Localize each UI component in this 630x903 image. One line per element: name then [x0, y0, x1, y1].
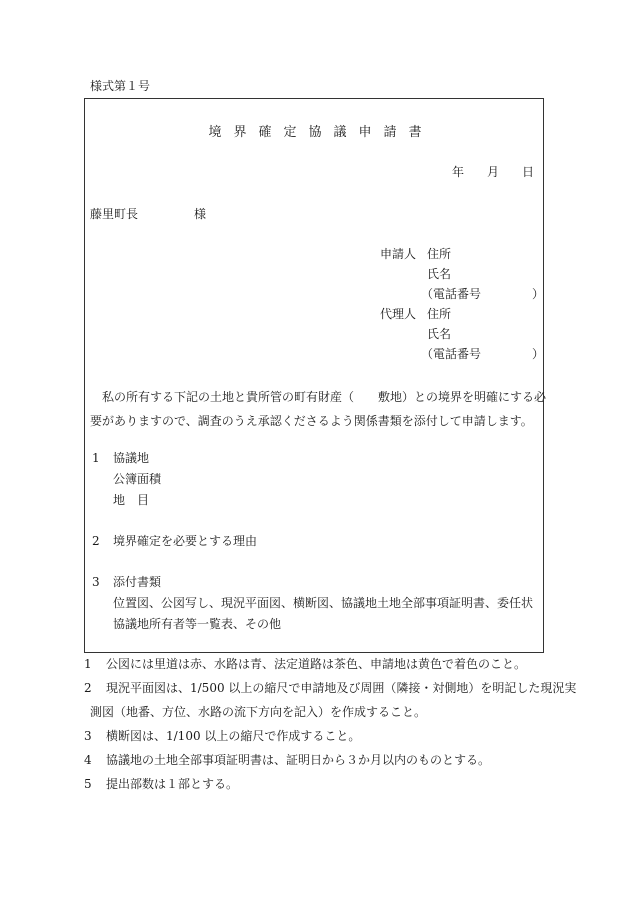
applicant-phone-close: ）	[532, 287, 545, 301]
addressee-honorific: 様	[194, 207, 207, 221]
note-text: 協議地の土地全部事項証明書は、証明日から３か月以内のものとする。	[106, 753, 491, 767]
item1-number: 1	[92, 451, 100, 465]
form-title: 境界確定協議申請書	[208, 125, 434, 140]
note-number: 4	[84, 753, 92, 767]
date-month-label: 月	[487, 165, 500, 179]
note-number: 5	[84, 777, 92, 791]
note-text: 提出部数は１部とする。	[106, 777, 239, 791]
note-text: 横断図は、1/100 以上の縮尺で作成すること。	[106, 729, 361, 743]
item1-label: 協議地	[113, 451, 150, 465]
applicant-address-label: 住所	[427, 247, 452, 261]
item3-label: 添付書類	[113, 575, 162, 589]
note-item	[84, 724, 554, 748]
item3-attachments-line1: 位置図、公図写し、現況平面図、横断図、協議地土地全部事項証明書、委任状	[113, 596, 534, 610]
addressee: 藤里町長	[90, 207, 139, 221]
note-item	[84, 748, 554, 772]
note-text: 公図には里道は赤、水路は青、法定道路は茶色、申請地は黄色で着色のこと。	[106, 657, 527, 671]
form-number: 様式第１号	[90, 79, 151, 93]
item2-number: 2	[92, 534, 100, 548]
applicant-role: 申請人	[380, 247, 417, 261]
agent-address-label: 住所	[427, 307, 452, 321]
item2-label: 境界確定を必要とする理由	[113, 534, 258, 548]
applicant-name-label: 氏名	[427, 267, 452, 281]
notes-list	[84, 652, 577, 796]
agent-role: 代理人	[380, 307, 417, 321]
note-number: 1	[84, 657, 92, 671]
item3-number: 3	[92, 575, 100, 589]
note-item	[84, 772, 554, 796]
agent-name-label: 氏名	[427, 327, 452, 341]
date-day-label: 日	[522, 165, 535, 179]
note-number: 3	[84, 729, 92, 743]
item1-area-label: 公簿面積	[113, 472, 162, 486]
item1-category-label: 地 目	[113, 493, 150, 507]
statement-line: 要がありますので、調査のうえ承認くださるよう関係書類を添付して申請します。	[90, 414, 533, 428]
note-text: 現況平面図は、1/500 以上の縮尺で申請地及び周囲（隣接・対側地）を明記した現況実	[106, 681, 577, 695]
note-number: 2	[84, 681, 92, 695]
note-item	[84, 676, 577, 700]
item3-attachments-line2: 協議地所有者等一覧表、その他	[113, 617, 282, 631]
agent-phone-label: （電話番号	[421, 347, 482, 361]
date-year-label: 年	[452, 165, 465, 179]
statement-line: 私の所有する下記の土地と貴所管の町有財産（ 敷地）との境界を明確にする必	[90, 390, 547, 404]
agent-phone-close: ）	[532, 347, 545, 361]
note-item	[84, 652, 554, 676]
form-frame	[84, 98, 547, 653]
note-continuation: 測図（地番、方位、水路の流下方向を記入）を作成すること。	[90, 705, 427, 719]
application-statement	[90, 385, 547, 433]
applicant-phone-label: （電話番号	[421, 287, 482, 301]
